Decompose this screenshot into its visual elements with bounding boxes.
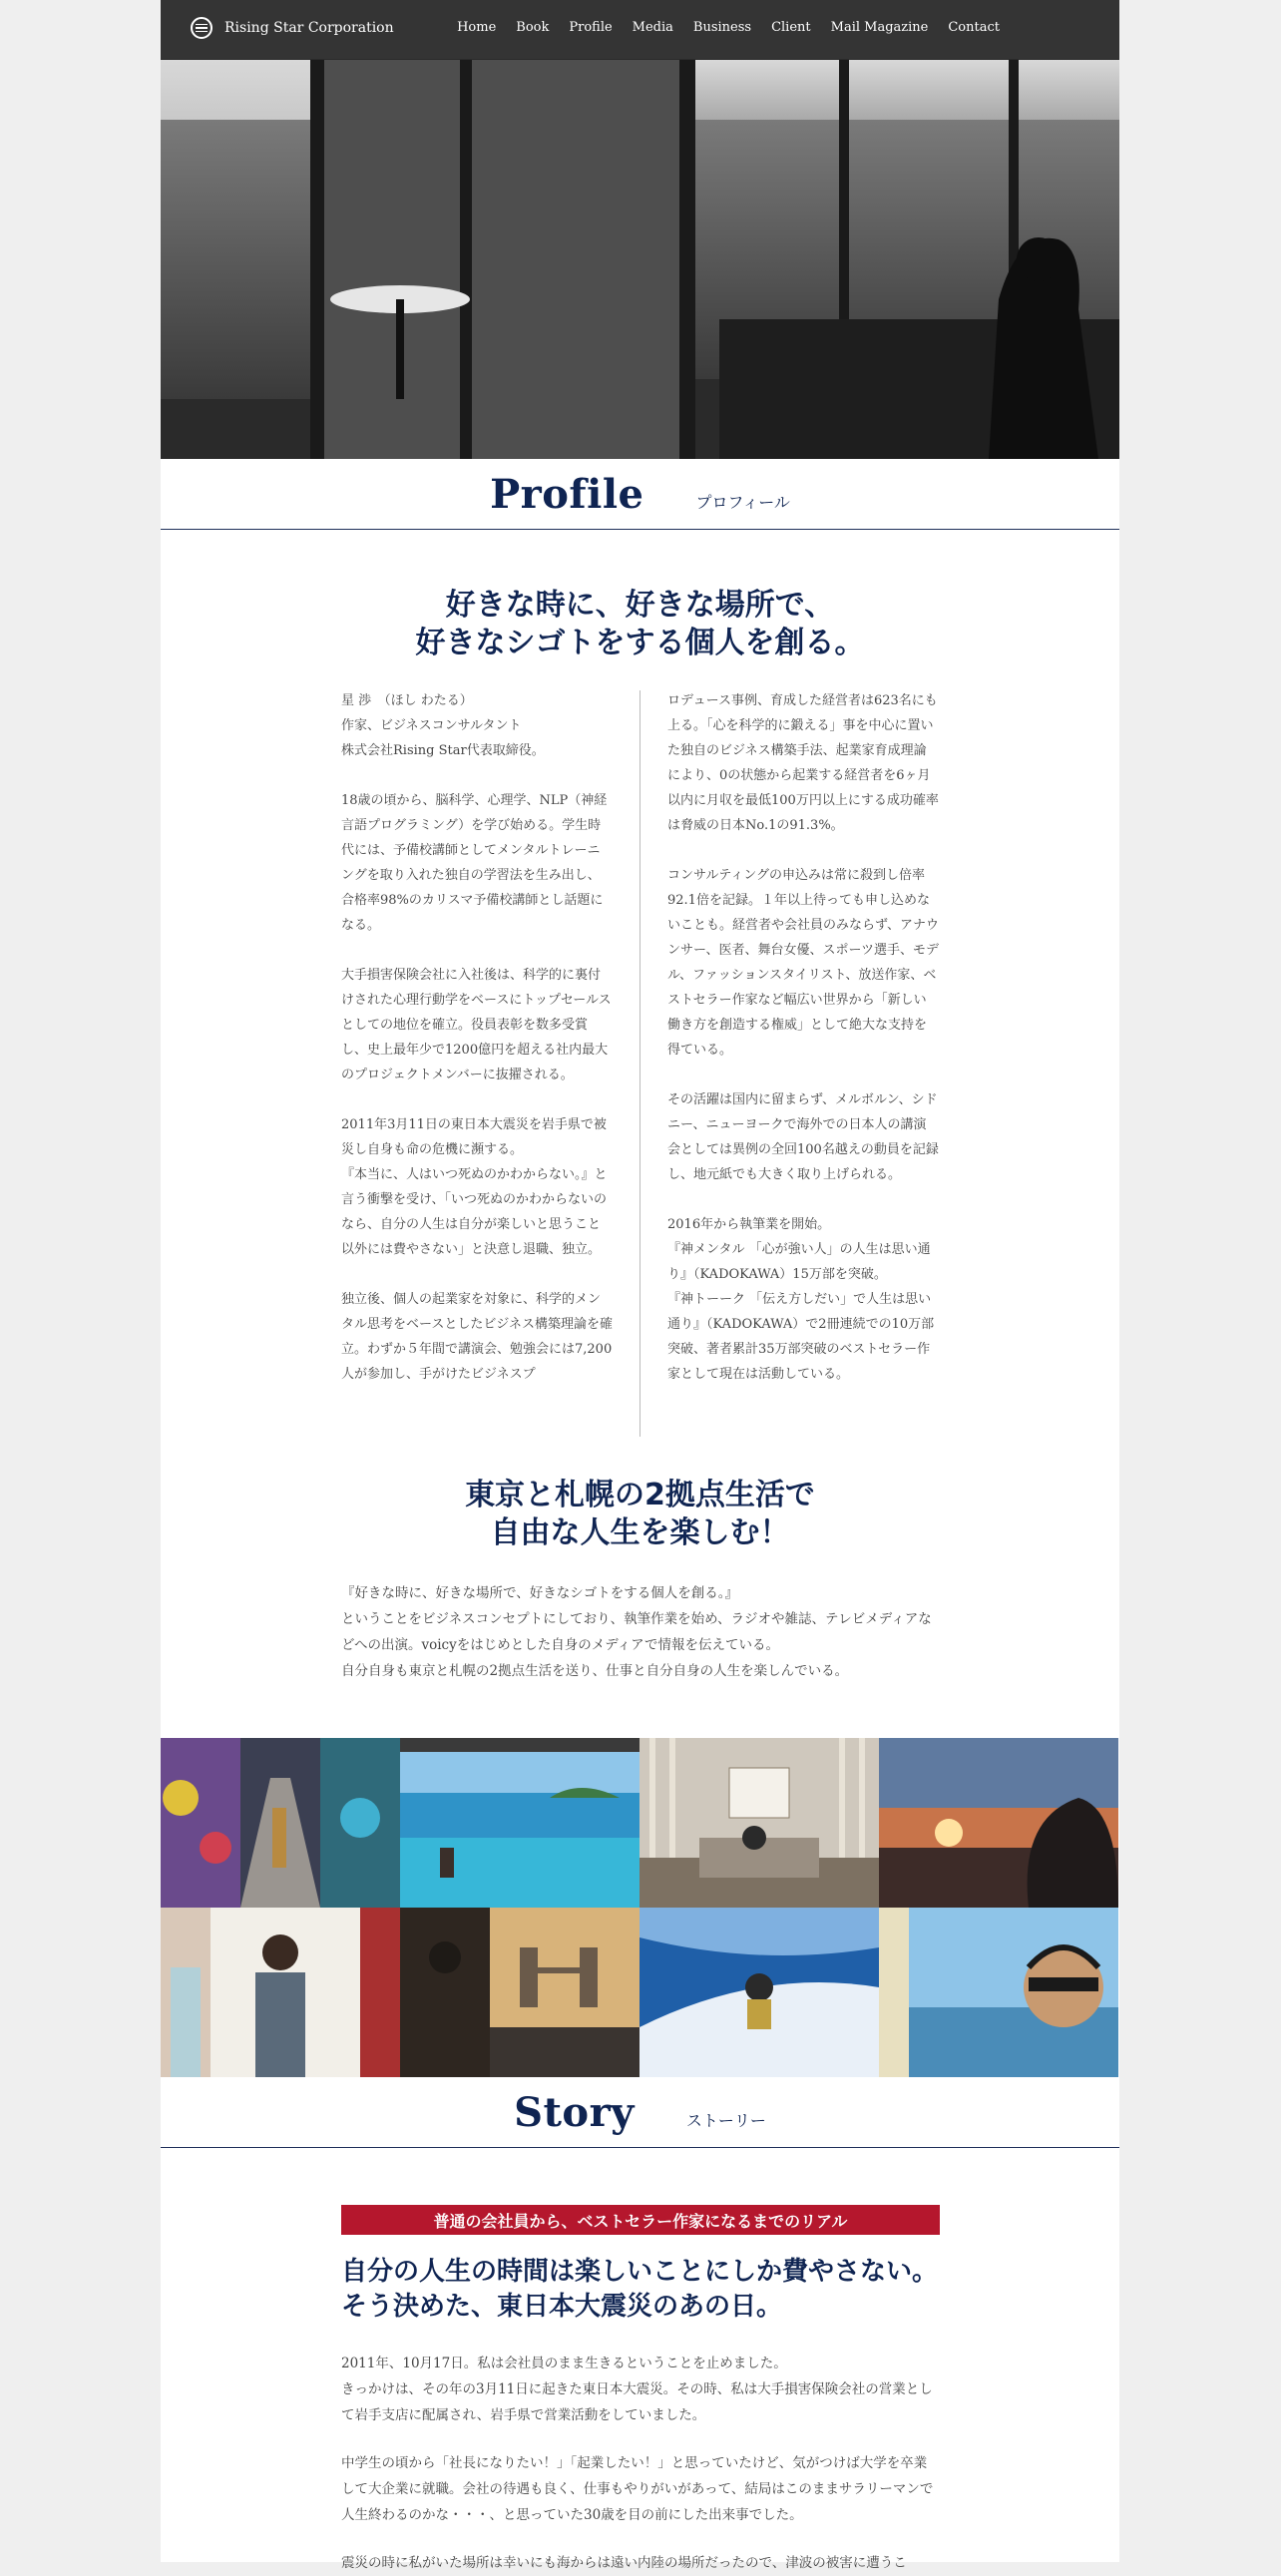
lifestyle-line-1: 東京と札幌の2拠点生活で — [465, 1478, 815, 1512]
lifestyle-catchphrase — [161, 1477, 1119, 1552]
profile-paragraph: コンサルティングの申込みは常に殺到し倍率92.1倍を記録。１年以上待っても申し込めないことも。経営者や会社員のみならず、アナウンサー、医者、舞台女優、スポーツ選手、モデル、ファッションスタイリスト、放送作家、ベストセラー作家など幅広い世界から「新しい働き方を創造する権威」として絶大な支持を得ている。 — [667, 868, 939, 1058]
profile-paragraph: 独立後、個人の起業家を対象に、科学的メンタル思考をベースとしたビジネス構築理論を確立。わずか５年間で講演会、勉強会には7,200人が参加し、手がけたビジネスプ — [341, 1292, 613, 1382]
profile-section-heading — [161, 459, 1119, 530]
profile-paragraph: 2016年から執筆業を開始。 『神メンタル 「心が強い人」の人生は思い通り』（KADOKAWA）15万部を突破。 『神トーーク 「伝え方しだい」で人生は思い通り』（KADOKAWA）で2冊連続での10万部突破、著者累計35万部突破のベストセラー作家として現在は活動している。 — [667, 1217, 935, 1382]
top-navigation-bar — [161, 0, 1119, 59]
speaking-event-photo — [161, 1908, 400, 2077]
story-section-heading — [161, 2077, 1119, 2148]
nav-mail-magazine[interactable]: Mail Magazine — [830, 20, 929, 35]
main-nav — [437, 20, 1000, 35]
story-title: Story — [514, 2088, 635, 2136]
logo-text: Rising Star Corporation — [224, 20, 394, 36]
page — [161, 0, 1119, 2571]
profile-paragraph: 大手損害保険会社に入社後は、科学的に裏付けされた心理行動学をベースにトップセールスとしての地位を確立。役員表彰を数多受賞し、史上最年少で1200億円を超える社内最大のプロジェクトメンバーに抜擢される。 — [341, 968, 612, 1082]
nav-profile[interactable]: Profile — [569, 20, 613, 35]
sunset-portrait-photo — [879, 1738, 1118, 1908]
hotel-lounge-photo — [640, 1738, 879, 1908]
lifestyle-text: 『好きな時に、好きな場所で、好きなシゴトをする個人を創る。』 ということをビジネスコンセプトにしており、執筆作業を始め、ラジオや雑誌、テレビメディアなどへの出演。voicyをはじめとした自身のメディアで情報を伝えている。 自分自身も東京と札幌の2拠点生活を送り、仕事と自分自身の人生を楽しんでいる。 — [341, 1585, 932, 1679]
hero-image — [161, 0, 1119, 459]
catchphrase-line-2: 好きなシゴトをする個人を創る。 — [415, 626, 865, 660]
profile-title-jp: プロフィール — [695, 492, 790, 512]
nav-book[interactable]: Book — [516, 20, 550, 35]
profile-title: Profile — [490, 470, 644, 518]
story-headline-line-2: そう決めた、東日本大震災のあの日。 — [341, 2292, 783, 2322]
catchphrase-line-1: 好きな時に、好きな場所で、 — [445, 588, 835, 623]
profile-paragraph: 2011年3月11日の東日本大震災を岩手県で被災し自身も命の危機に瀕する。 『本当に、人はいつ死ぬのかわからない。』と言う衝撃を受け、「いつ死ぬのかわからないのなら、自分の人生は自分が楽しいと思うこと以外には費やさない」と決意し退職、独立。 — [341, 1117, 608, 1257]
site-logo[interactable] — [191, 17, 394, 39]
profile-paragraph: 星 渉 （ほし わたる） 作家、ビジネスコンサルタント 株式会社Rising Star代表取締役。 — [341, 693, 545, 758]
photo-gallery — [161, 1738, 1119, 2077]
profile-paragraph: その活躍は国内に留まらず、メルボルン、シドニー、ニューヨークで海外での日本人の講演会としては異例の全回100名越えの動員を記録し、地元紙でも大きく取り上げられる。 — [667, 1092, 939, 1182]
nav-client[interactable]: Client — [771, 20, 811, 35]
profile-paragraph: 18歳の頃から、脳科学、心理学、NLP（神経言語プログラミング）を学び始める。学生時代には、予備校講師としてメンタルトレーニングを取り入れた独自の学習法を生み出し、合格率98%のカリスマ予備校講師とし話題になる。 — [341, 793, 608, 933]
story-title-jp: ストーリー — [685, 2110, 766, 2130]
profile-catchphrase — [161, 587, 1119, 662]
cockpit-selfie-photo — [879, 1908, 1118, 2077]
story-headline — [341, 2255, 960, 2325]
graffiti-alley-photo — [161, 1738, 400, 1908]
story-headline-line-1: 自分の人生の時間は楽しいことにしか費やさない。 — [341, 2257, 939, 2287]
nav-home[interactable]: Home — [457, 20, 497, 35]
nav-business[interactable]: Business — [692, 20, 752, 35]
skydiving-photo — [640, 1908, 879, 2077]
story-paragraph: 中学生の頃から「社長になりたい！」「起業したい！」と思っていたけど、気がつけば大学を卒業して大企業に就職。会社の待遇も良く、仕事もやりがいがあって、結局はこのままサラリーマンで人生終わるのかな・・・、と思っていた30歳を目の前にした出来事でした。 — [341, 2455, 934, 2523]
nav-media[interactable]: Media — [632, 20, 673, 35]
profile-paragraph: ロデュース事例、育成した経営者は623名にも上る。「心を科学的に鍛える」事を中心に置いた独自のビジネス構築手法、起業家育成理論により、0の状態から起業する経営者を6ヶ月以内に月収を最低100万円以上にする成功確率は脅威の日本No.1の91.3%。 — [667, 693, 939, 833]
profile-text-left — [341, 688, 613, 1412]
profile-text-right — [667, 688, 939, 1412]
infinity-pool-photo — [400, 1738, 640, 1908]
hero-photo — [161, 0, 1119, 459]
story-banner: 普通の会社員から、ベストセラー作家になるまでのリアル — [341, 2205, 940, 2235]
london-bridge-dinner-photo — [400, 1908, 640, 2077]
lifestyle-line-2: 自由な人生を楽しむ！ — [490, 1515, 790, 1550]
story-paragraph: 2011年、10月17日。私は会社員のまま生きるということを止めました。 きっかけは、その年の3月11日に起きた東日本大震災。その時、私は大手損害保険会社の営業として岩手支店に配属され、岩手県で営業活動をしていました。 — [341, 2356, 933, 2423]
logo-icon — [191, 17, 213, 39]
nav-contact[interactable]: Contact — [948, 20, 1000, 35]
story-paragraph: 震災の時に私がいた場所は幸いにも海からは遠い内陸の場所だったので、津波の被害に遭うこ — [341, 2555, 907, 2571]
